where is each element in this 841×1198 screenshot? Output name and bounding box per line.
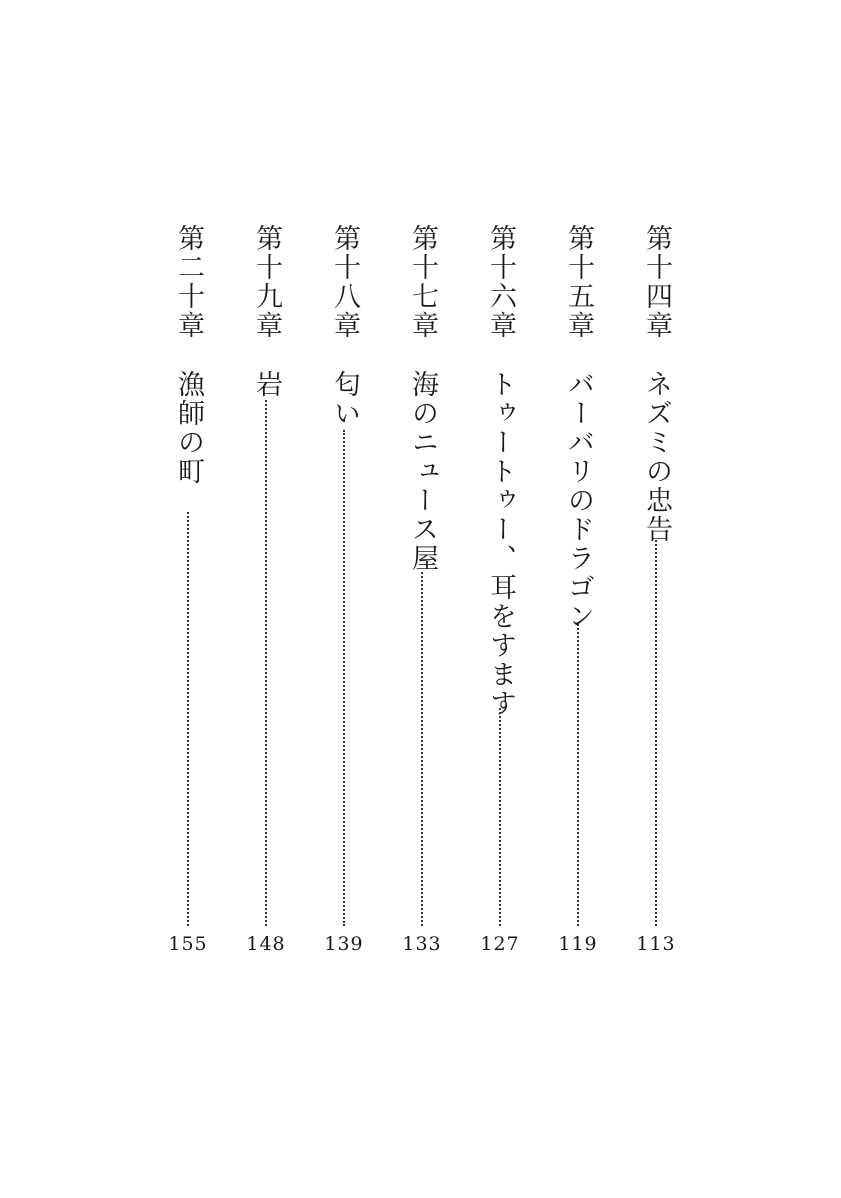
chapter-title: トゥートゥー、耳をすます <box>485 370 516 718</box>
chapter-number: 第十五章 <box>563 224 594 340</box>
page-number: 148 <box>246 933 286 955</box>
page-number: 133 <box>402 933 442 955</box>
chapter-title: バーバリのドラゴン <box>563 370 594 631</box>
page-number: 119 <box>558 933 598 955</box>
chapter-number: 第十六章 <box>485 224 516 340</box>
toc-entry-chapter-19[interactable] <box>248 224 284 964</box>
dot-leader <box>655 540 657 926</box>
chapter-title: 漁師の町 <box>173 370 204 486</box>
chapter-number: 第二十章 <box>173 224 204 340</box>
chapter-title: 海のニュース屋 <box>407 370 438 573</box>
dot-leader <box>577 624 579 926</box>
dot-leader <box>187 512 189 926</box>
toc-entry-chapter-16[interactable] <box>482 224 518 964</box>
chapter-number: 第十四章 <box>641 224 672 340</box>
dot-leader <box>499 708 501 926</box>
dot-leader <box>265 400 267 926</box>
toc-entry-chapter-18[interactable] <box>326 224 362 964</box>
chapter-number: 第十九章 <box>251 224 282 340</box>
dot-leader <box>421 572 423 926</box>
chapter-number: 第十七章 <box>407 224 438 340</box>
toc-entry-chapter-15[interactable] <box>560 224 596 964</box>
toc-entry-chapter-14[interactable] <box>638 224 674 964</box>
toc-entry-chapter-17[interactable] <box>404 224 440 964</box>
chapter-number: 第十八章 <box>329 224 360 340</box>
dot-leader <box>343 430 345 926</box>
chapter-title: 匂い <box>329 370 360 428</box>
chapter-title: ネズミの忠告 <box>641 370 672 544</box>
toc-entry-chapter-20[interactable] <box>170 224 206 964</box>
chapter-title: 岩 <box>251 370 282 399</box>
page-number: 155 <box>168 933 208 955</box>
page-number: 139 <box>324 933 364 955</box>
page-number: 127 <box>480 933 520 955</box>
page-number: 113 <box>636 933 676 955</box>
